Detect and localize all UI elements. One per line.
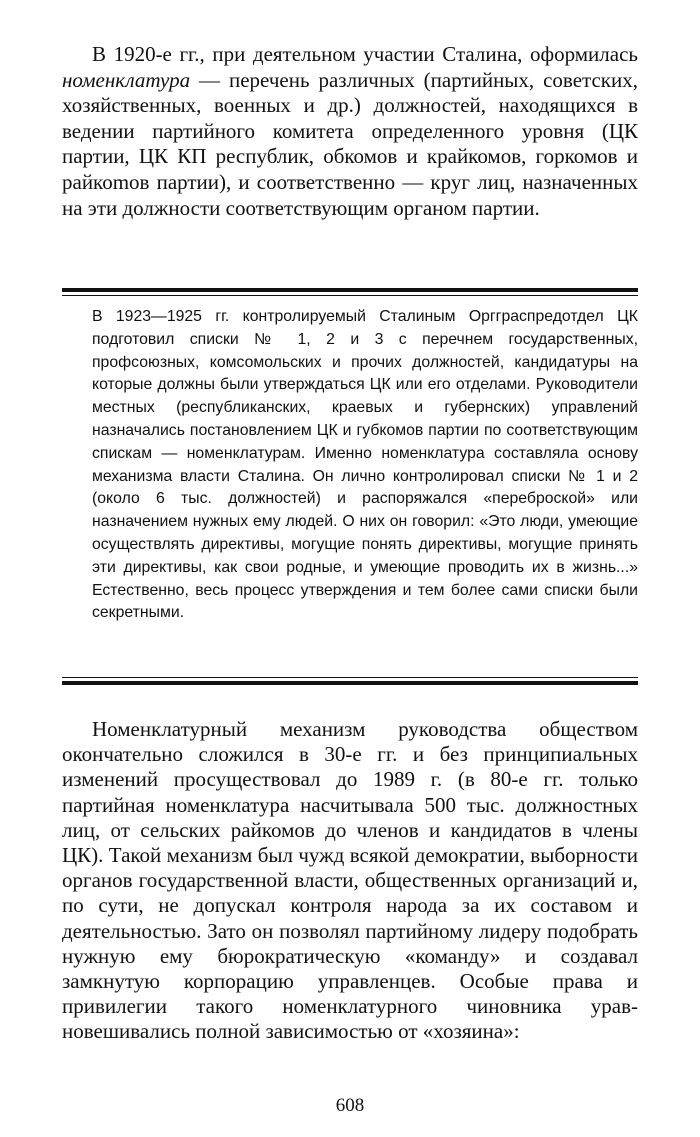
bottom-paragraph: Номенклатурный механизм руководства обществом окончательно сложился в 30-е гг. и без принципиальных изменений просуществовал до 1989 г. (в 80-е гг. только партийная номенклатура насчитывала 500 тыс. должностных лиц, от сельских райкомов до членов и кандидатов в члены ЦК). Такой механизм был чужд всякой демократии, выборности органов государственной власти, общественных организаций и, по сути, не допускал контроля народа за их составом и деятельностью. Зато он позволял партийному лидеру подобрать нужную ему бюрократическую «команду» и создавал замкнутую корпорацию управленцев. Особые права и привилегии такого номенклатурного чиновника уравновешивались полной зависимостью от «хозяина»: (62, 717, 638, 1044)
top-paragraph-rest: — перечень различных (партийных, советских, хозяйственных, военных и др.) должностей, находящихся в ведении партийного комитета определенного уровня (ЦК партии, ЦК КП республик, обкомов и крайкомов, горкомов и райкоmов партии), и соответственно — круг лиц, назначенных на эти должности соответствующим органом партии. (62, 67, 638, 220)
top-paragraph (62, 42, 638, 221)
inset-top-rule (62, 288, 638, 292)
inset-box-text: В 1923—1925 гг. контролируемый Сталиным Оргграспредотдел ЦК подготовил списки № 1, 2 и 3 с перечнем государственных, профсоюзных, комсомольских и прочих должностей, кандидатуры на которые должны были утверждаться ЦК или его отделами. Руководители местных (республиканских, краевых и губернских) управлений назначались постановлением ЦК и губкомов партии по соответствующим спискам — номенклатурам. Именно номенклатура составляла основу механизма власти Сталина. Он лично контролировал списки № 1 и 2 (около 6 тыс. должностей) и распоряжался «переброской» или назначением нужных ему людей. О них он говорил: «Это люди, умеющие осуществлять директивы, могущие понять директивы, могущие принять эти директивы, как свои родные, и умеющие проводить их в жизнь...» Естественно, весь процесс утверждения и тем более сами списки были секретными. (92, 308, 638, 622)
inset-bottom-rule (62, 681, 638, 685)
inset-top-thin-rule (62, 295, 638, 296)
inset-bottom-thin-rule (62, 677, 638, 678)
page-number: 608 (335, 1095, 365, 1116)
top-paragraph-start: В 1920-е гг., при деятельном участии Сталина, оформилась (92, 42, 638, 66)
nomenklatura-term: номенклатура (62, 67, 191, 92)
